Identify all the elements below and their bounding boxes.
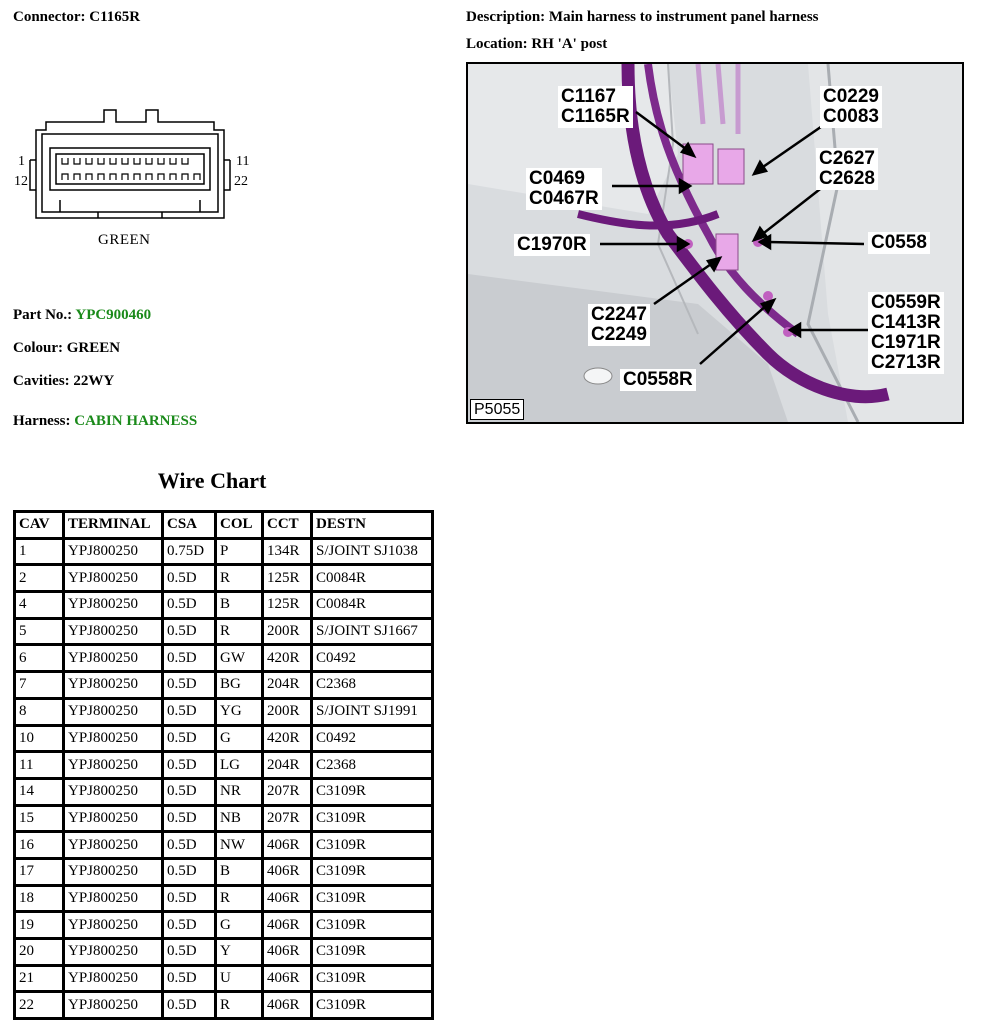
cell-terminal: YPJ800250 bbox=[65, 833, 164, 860]
cell-cav: 4 bbox=[16, 593, 65, 620]
table-row bbox=[16, 727, 431, 754]
cell-cct: 406R bbox=[264, 887, 313, 914]
cavities-label: Cavities: bbox=[13, 373, 70, 389]
cell-csa: 0.5D bbox=[164, 727, 217, 754]
cell-destn: C0084R bbox=[313, 593, 431, 620]
cell-csa: 0.5D bbox=[164, 940, 217, 967]
cell-col: B bbox=[217, 860, 264, 887]
table-row bbox=[16, 700, 431, 727]
cell-cct: 207R bbox=[264, 807, 313, 834]
table-row bbox=[16, 860, 431, 887]
cell-terminal: YPJ800250 bbox=[65, 913, 164, 940]
connector-label: Connector: bbox=[13, 9, 86, 25]
cell-csa: 0.5D bbox=[164, 913, 217, 940]
cell-terminal: YPJ800250 bbox=[65, 940, 164, 967]
wire-chart-header-row bbox=[16, 513, 431, 540]
cell-col: NR bbox=[217, 780, 264, 807]
header-csa: CSA bbox=[164, 513, 217, 540]
location-field bbox=[466, 36, 607, 53]
cell-terminal: YPJ800250 bbox=[65, 967, 164, 994]
cell-csa: 0.75D bbox=[164, 540, 217, 567]
cell-destn: C3109R bbox=[313, 780, 431, 807]
cell-cct: 420R bbox=[264, 727, 313, 754]
callout-c0469-c0467r: C0469 C0467R bbox=[526, 168, 602, 210]
pin-label-11: 11 bbox=[236, 154, 250, 169]
photo-id: P5055 bbox=[470, 399, 524, 420]
location-value: RH 'A' post bbox=[531, 36, 608, 52]
callout-c0559r-group: C0559R C1413R C1971R C2713R bbox=[868, 292, 944, 374]
cell-destn: C3109R bbox=[313, 860, 431, 887]
cell-cav: 15 bbox=[16, 807, 65, 834]
cell-destn: S/JOINT SJ1038 bbox=[313, 540, 431, 567]
cell-terminal: YPJ800250 bbox=[65, 860, 164, 887]
cell-destn: S/JOINT SJ1991 bbox=[313, 700, 431, 727]
table-row bbox=[16, 887, 431, 914]
cell-cct: 204R bbox=[264, 673, 313, 700]
cell-cav: 10 bbox=[16, 727, 65, 754]
cell-col: LG bbox=[217, 753, 264, 780]
cell-cct: 406R bbox=[264, 993, 313, 1017]
table-row bbox=[16, 833, 431, 860]
cell-col: R bbox=[217, 566, 264, 593]
table-row bbox=[16, 620, 431, 647]
cell-cct: 207R bbox=[264, 780, 313, 807]
header-col: COL bbox=[217, 513, 264, 540]
cell-col: NB bbox=[217, 807, 264, 834]
callout-c2627-c2628: C2627 C2628 bbox=[816, 148, 878, 190]
cell-cav: 20 bbox=[16, 940, 65, 967]
pin-label-1: 1 bbox=[18, 154, 25, 169]
cell-csa: 0.5D bbox=[164, 807, 217, 834]
cell-terminal: YPJ800250 bbox=[65, 753, 164, 780]
cell-cct: 406R bbox=[264, 913, 313, 940]
cell-cav: 5 bbox=[16, 620, 65, 647]
cell-terminal: YPJ800250 bbox=[65, 993, 164, 1017]
cell-col: P bbox=[217, 540, 264, 567]
cell-col: YG bbox=[217, 700, 264, 727]
colour-label: Colour: bbox=[13, 340, 63, 356]
table-row bbox=[16, 967, 431, 994]
cell-terminal: YPJ800250 bbox=[65, 646, 164, 673]
header-cct: CCT bbox=[264, 513, 313, 540]
cell-destn: C3109R bbox=[313, 807, 431, 834]
cell-terminal: YPJ800250 bbox=[65, 620, 164, 647]
cell-cct: 406R bbox=[264, 967, 313, 994]
cell-cct: 125R bbox=[264, 566, 313, 593]
cell-csa: 0.5D bbox=[164, 780, 217, 807]
table-row bbox=[16, 753, 431, 780]
cell-cav: 17 bbox=[16, 860, 65, 887]
cell-cct: 204R bbox=[264, 753, 313, 780]
cell-cct: 134R bbox=[264, 540, 313, 567]
cell-col: U bbox=[217, 967, 264, 994]
cell-terminal: YPJ800250 bbox=[65, 887, 164, 914]
cell-cav: 21 bbox=[16, 967, 65, 994]
table-row bbox=[16, 566, 431, 593]
cell-csa: 0.5D bbox=[164, 673, 217, 700]
cell-csa: 0.5D bbox=[164, 967, 217, 994]
callout-c2247-c2249: C2247 C2249 bbox=[588, 304, 650, 346]
connector-outline bbox=[0, 100, 260, 230]
table-row bbox=[16, 593, 431, 620]
cell-destn: C3109R bbox=[313, 940, 431, 967]
cell-csa: 0.5D bbox=[164, 620, 217, 647]
cell-terminal: YPJ800250 bbox=[65, 700, 164, 727]
cell-col: BG bbox=[217, 673, 264, 700]
cell-destn: C3109R bbox=[313, 833, 431, 860]
pin-label-22: 22 bbox=[234, 174, 248, 189]
cell-cct: 406R bbox=[264, 833, 313, 860]
location-label: Location: bbox=[466, 36, 528, 52]
cell-cct: 406R bbox=[264, 940, 313, 967]
wire-chart-title: Wire Chart bbox=[157, 468, 267, 493]
callout-c0229-c0083: C0229 C0083 bbox=[820, 86, 882, 128]
cell-csa: 0.5D bbox=[164, 646, 217, 673]
table-row bbox=[16, 913, 431, 940]
cell-csa: 0.5D bbox=[164, 887, 217, 914]
cell-cct: 200R bbox=[264, 700, 313, 727]
connector-face-diagram bbox=[0, 100, 260, 260]
callout-c0558r: C0558R bbox=[620, 369, 696, 391]
harness-link[interactable]: CABIN HARNESS bbox=[74, 413, 198, 429]
cell-cct: 200R bbox=[264, 620, 313, 647]
part-no-field bbox=[13, 307, 151, 324]
cell-cav: 19 bbox=[16, 913, 65, 940]
header-terminal: TERMINAL bbox=[65, 513, 164, 540]
cell-col: R bbox=[217, 993, 264, 1017]
cell-destn: C3109R bbox=[313, 887, 431, 914]
cell-cav: 18 bbox=[16, 887, 65, 914]
cell-cct: 125R bbox=[264, 593, 313, 620]
cell-terminal: YPJ800250 bbox=[65, 727, 164, 754]
colour-value: GREEN bbox=[66, 340, 121, 356]
cell-cav: 2 bbox=[16, 566, 65, 593]
cell-col: NW bbox=[217, 833, 264, 860]
cell-col: Y bbox=[217, 940, 264, 967]
cell-destn: C3109R bbox=[313, 967, 431, 994]
wire-chart-body bbox=[16, 540, 431, 1017]
cell-csa: 0.5D bbox=[164, 700, 217, 727]
callout-c1970r: C1970R bbox=[514, 234, 590, 256]
table-row bbox=[16, 780, 431, 807]
cell-cav: 1 bbox=[16, 540, 65, 567]
harness-field bbox=[13, 413, 197, 430]
cell-destn: S/JOINT SJ1667 bbox=[313, 620, 431, 647]
cell-cav: 7 bbox=[16, 673, 65, 700]
cell-destn: C0084R bbox=[313, 566, 431, 593]
cell-destn: C0492 bbox=[313, 727, 431, 754]
callout-c0558: C0558 bbox=[868, 232, 930, 254]
cell-csa: 0.5D bbox=[164, 833, 217, 860]
cell-terminal: YPJ800250 bbox=[65, 593, 164, 620]
cell-col: R bbox=[217, 620, 264, 647]
cell-csa: 0.5D bbox=[164, 593, 217, 620]
cell-destn: C3109R bbox=[313, 913, 431, 940]
description-label: Description: bbox=[466, 9, 546, 25]
cell-destn: C0492 bbox=[313, 646, 431, 673]
cell-cav: 16 bbox=[16, 833, 65, 860]
cell-cct: 420R bbox=[264, 646, 313, 673]
part-no-label: Part No.: bbox=[13, 307, 73, 323]
cell-destn: C2368 bbox=[313, 673, 431, 700]
description-field bbox=[466, 9, 819, 26]
cell-destn: C3109R bbox=[316, 996, 367, 1013]
part-no-link[interactable]: YPC900460 bbox=[75, 307, 152, 323]
cell-csa: 0.5D bbox=[164, 566, 217, 593]
table-row bbox=[16, 540, 431, 567]
cell-csa: 0.5D bbox=[164, 753, 217, 780]
cell-col: G bbox=[217, 913, 264, 940]
cell-csa: 0.5D bbox=[164, 860, 217, 887]
cell-col: GW bbox=[217, 646, 264, 673]
cell-cav: 8 bbox=[16, 700, 65, 727]
table-row bbox=[16, 993, 431, 1017]
cell-terminal: YPJ800250 bbox=[65, 540, 164, 567]
cell-terminal: YPJ800250 bbox=[65, 807, 164, 834]
cell-terminal: YPJ800250 bbox=[65, 566, 164, 593]
cell-cct: 406R bbox=[264, 860, 313, 887]
pin-label-12: 12 bbox=[14, 174, 28, 189]
connector-value: C1165R bbox=[89, 9, 141, 25]
connector-color-label: GREEN bbox=[98, 232, 151, 248]
table-row bbox=[16, 807, 431, 834]
connector-field bbox=[13, 9, 140, 26]
cavities-field bbox=[13, 373, 114, 390]
cell-cav: 6 bbox=[16, 646, 65, 673]
location-photo bbox=[466, 62, 964, 424]
cell-cav: 22 bbox=[16, 993, 65, 1017]
table-row bbox=[16, 940, 431, 967]
cell-terminal: YPJ800250 bbox=[65, 673, 164, 700]
cell-col: B bbox=[217, 593, 264, 620]
cell-col: R bbox=[217, 887, 264, 914]
callout-c1167-c1165r: C1167 C1165R bbox=[558, 86, 633, 128]
description-value: Main harness to instrument panel harness bbox=[548, 9, 819, 25]
table-row bbox=[16, 673, 431, 700]
cell-cav: 14 bbox=[16, 780, 65, 807]
cell-cav: 11 bbox=[16, 753, 65, 780]
cell-col: G bbox=[217, 727, 264, 754]
harness-label: Harness: bbox=[13, 413, 71, 429]
cavities-value: 22WY bbox=[73, 373, 115, 389]
cell-destn: C2368 bbox=[313, 753, 431, 780]
cell-terminal: YPJ800250 bbox=[65, 780, 164, 807]
wire-chart-table bbox=[13, 510, 434, 1020]
cell-csa: 0.5D bbox=[164, 993, 217, 1017]
table-row bbox=[16, 646, 431, 673]
header-cav: CAV bbox=[16, 513, 65, 540]
colour-field bbox=[13, 340, 120, 357]
header-destn: DESTN bbox=[313, 513, 431, 540]
